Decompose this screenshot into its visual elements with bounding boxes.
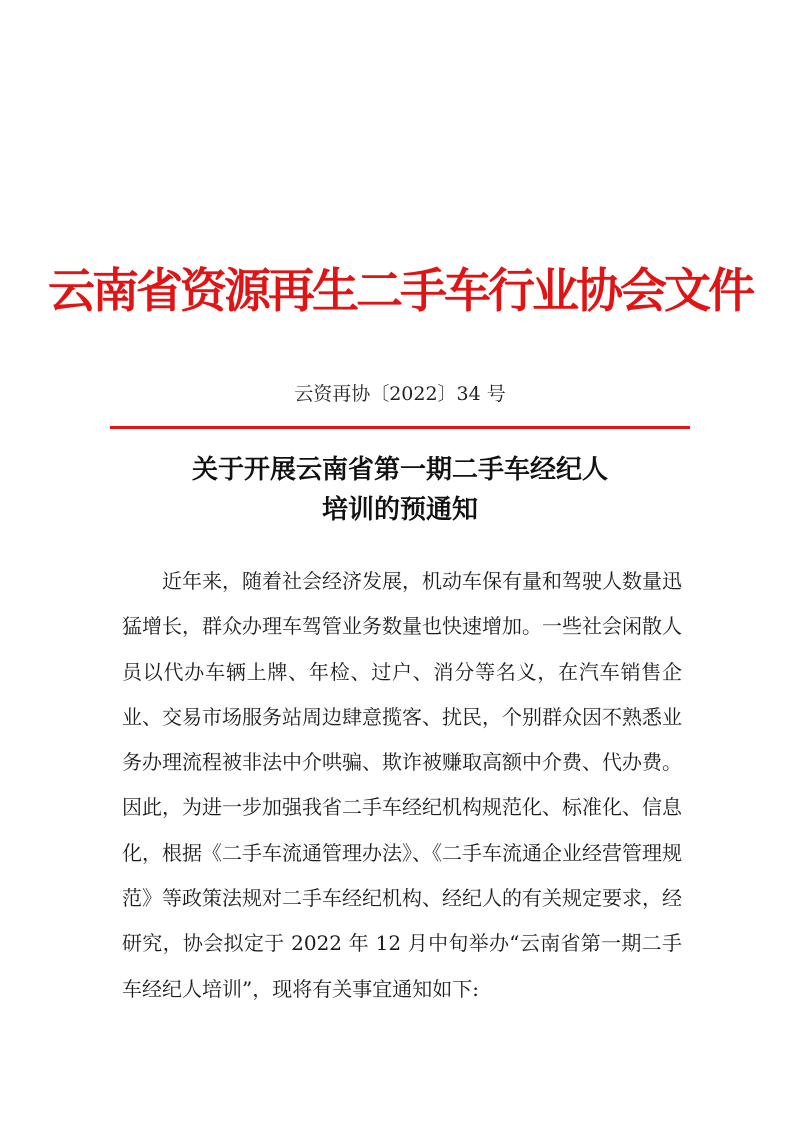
notice-title-line-2: 培训的预通知 <box>321 495 478 525</box>
notice-title <box>0 450 800 530</box>
body-paragraph: 近年来，随着社会经济发展，机动车保有量和驾驶人数量迅猛增长，群众办理车驾管业务数量也快速增加。一些社会闲散人员以代办车辆上牌、年检、过户、消分等名义，在汽车销售企业、交易市场服务站周边肆意揽客、扰民，个别群众因不熟悉业务办理流程被非法中介哄骗、欺诈被赚取高额中介费、代办费。因此，为进一步加强我省二手车经纪机构规范化、标准化、信息化，根据《二手车流通管理办法》、《二手车流通企业经营管理规范》等政策法规对二手车经纪机构、经纪人的有关规定要求，经研究，协会拟定于 2022 年 12 月中旬举办“云南省第一期二手车经纪人培训”，现将有关事宜通知如下: <box>122 569 682 1001</box>
notice-title-line-1: 关于开展云南省第一期二手车经纪人 <box>191 455 608 485</box>
red-divider-line <box>110 426 690 429</box>
organization-header-title: 云南省资源再生二手车行业协会文件 <box>48 264 752 319</box>
document-number: 云资再协〔2022〕34 号 <box>294 383 506 405</box>
